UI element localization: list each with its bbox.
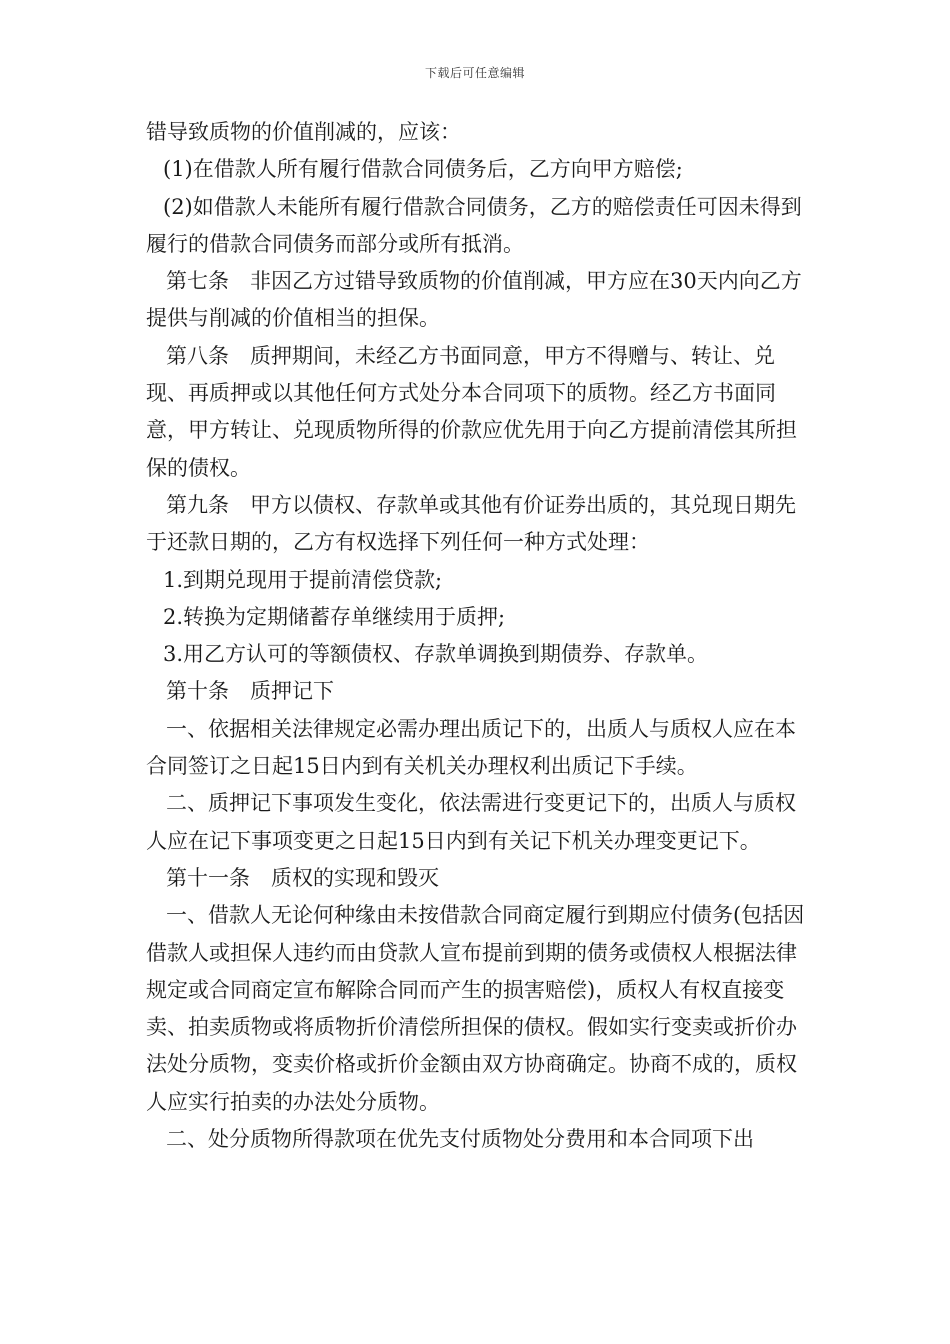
article-11-heading: 第十一条 质权的实现和毁灭 xyxy=(166,865,439,890)
paragraph: 一、借款人无论何种缘由未按借款合同商定履行到期应付债务(包括因借款人或担保人违约而由贷款人宣布提前到期的债务或债权人根据法律规定或合同商定宣布解除合同而产生的损害赔偿)，质权人有权直接变卖、拍卖质物或将质物折价清偿所担保的债权。假如实行变卖或折价办法处分质物，变卖价格或折价金额由双方协商确定。协商不成的，质权人应实行拍卖的办法处分质物。 xyxy=(146,903,805,1114)
article-8-paragraph: 第八条 质押期间，未经乙方书面同意，甲方不得赠与、转让、兑现、再质押或以其他任何方式处分本合同项下的质物。经乙方书面同意，甲方转让、兑现质物所得的价款应优先用于向乙方提前清偿其所担保的债权。 xyxy=(146,343,797,480)
paragraph: 一、依据相关法律规定必需办理出质记下的，出质人与质权人应在本合同签订之日起15日内到有关机关办理权利出质记下手续。 xyxy=(146,716,796,779)
article-10-heading: 第十条 质押记下 xyxy=(166,679,334,704)
article-7-paragraph: 第七条 非因乙方过错导致质物的价值削减，甲方应在30天内向乙方提供与削减的价值相当的担保。 xyxy=(146,269,802,331)
paragraph: 二、质押记下事项发生变化，依法需进行变更记下的，出质人与质权人应在记下事项变更之日起15日内到有关记下机关办理变更记下。 xyxy=(146,791,796,853)
article-9-paragraph: 第九条 甲方以债权、存款单或其他有价证券出质的，其兑现日期先于还款日期的，乙方有权选择下列任何一种方式处理： xyxy=(146,492,796,555)
list-item: 2.转换为定期储蓄存单继续用于质押; xyxy=(163,604,506,629)
list-item: 1.到期兑现用于提前清偿贷款; xyxy=(163,567,443,592)
paragraph: 二、处分质物所得款项在优先支付质物处分费用和本合同项下出 xyxy=(166,1127,754,1152)
page-header-note: 下载后可任意编辑 xyxy=(424,66,525,80)
paragraph: (1)在借款人所有履行借款合同债务后，乙方向甲方赔偿; xyxy=(163,157,683,182)
document-body xyxy=(146,114,811,1158)
paragraph: 错导致质物的价值削减的，应该： xyxy=(146,120,461,144)
list-item: 3.用乙方认可的等额债权、存款单调换到期债券、存款单。 xyxy=(163,642,709,667)
paragraph: (2)如借款人未能所有履行借款合同债务，乙方的赔偿责任可因未得到履行的借款合同债务而部分或所有抵消。 xyxy=(146,194,802,256)
